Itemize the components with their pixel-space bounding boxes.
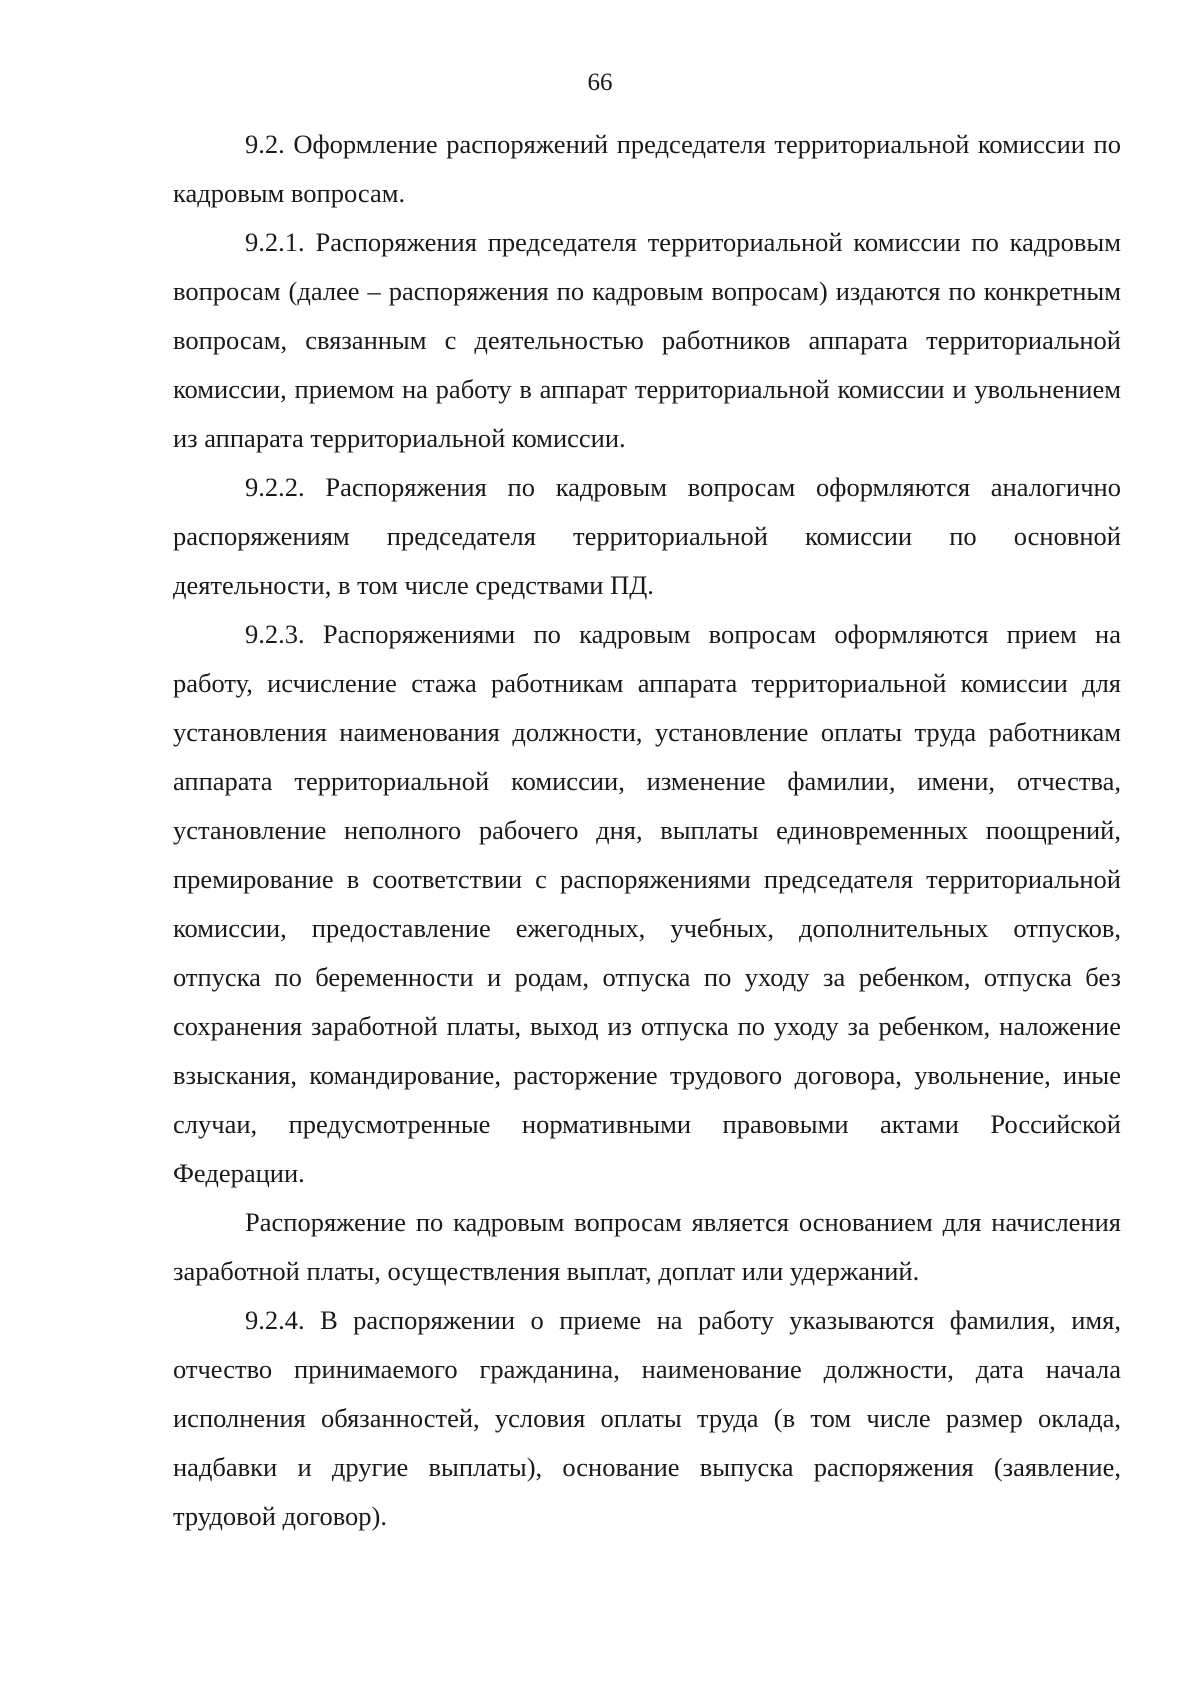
- paragraph-9-2-2: 9.2.2. Распоряжения по кадровым вопросам оформляются аналогично распоряжениям председателя территориальной комиссии по основной деятельности, в том числе средствами ПД.: [173, 472, 1121, 600]
- paragraph-9-2-3: 9.2.3. Распоряжениями по кадровым вопросам оформляются прием на работу, исчисление стажа работникам аппарата территориальной комиссии для установления наименования должности, установление оплаты труда работникам аппарата территориальной комиссии, изменение фамилии, имени, отчества, установление неполного рабочего дня, выплаты единовременных поощрений, премирование в соответствии с распоряжениями председателя территориальной комиссии, предоставление ежегодных, учебных, дополнительных отпусков, отпуска по беременности и родам, отпуска по уходу за ребенком, отпуска без сохранения заработной платы, выход из отпуска по уходу за ребенком, наложение взыскания, командирование, расторжение трудового договора, увольнение, иные случаи, предусмотренные нормативными правовыми актами Российской Федерации.: [173, 619, 1121, 1188]
- paragraph-9-2-4: 9.2.4. В распоряжении о приеме на работу указываются фамилия, имя, отчество принимаемого гражданина, наименование должности, дата начала исполнения обязанностей, условия оплаты труда (в том числе размер оклада, надбавки и другие выплаты), основание выпуска распоряжения (заявление, трудовой договор).: [173, 1305, 1121, 1531]
- paragraph-9-2-1: 9.2.1. Распоряжения председателя территориальной комиссии по кадровым вопросам (далее – распоряжения по кадровым вопросам) издаются по конкретным вопросам, связанным с деятельностью работников аппарата территориальной комиссии, приемом на работу в аппарат территориальной комиссии и увольнением из аппарата территориальной комиссии.: [173, 227, 1121, 453]
- paragraph-basis-note: Распоряжение по кадровым вопросам является основанием для начисления заработной платы, осуществления выплат, доплат или удержаний.: [173, 1207, 1121, 1286]
- paragraph-9-2: 9.2. Оформление распоряжений председателя территориальной комиссии по кадровым вопросам.: [173, 129, 1121, 208]
- document-body: [173, 120, 1121, 1541]
- page-number: 66: [587, 69, 613, 96]
